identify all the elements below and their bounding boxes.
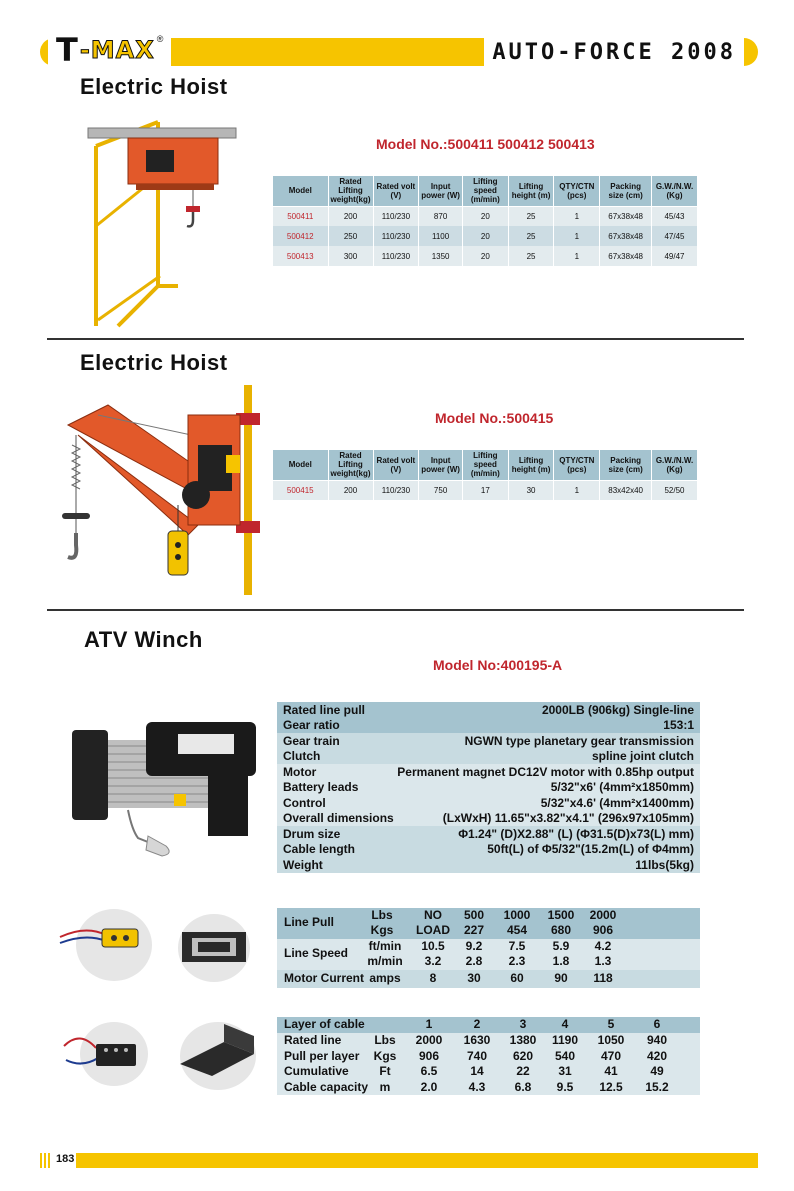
spec-row [277, 842, 700, 858]
table-row [273, 246, 698, 266]
unit-label: Kgs [373, 1048, 397, 1063]
table-cell: 680 [550, 923, 572, 937]
table-cell: 940 [646, 1033, 668, 1047]
table-cell: 1630 [463, 1033, 491, 1047]
spec-label: Battery leads [283, 780, 359, 795]
section-title-electric-hoist-2: Electric Hoist [80, 350, 228, 375]
table-cell: 25 [508, 246, 554, 266]
page-number: 183 [56, 1153, 75, 1165]
table-row [273, 480, 698, 500]
spec-label: Rated line pull [283, 702, 366, 717]
column-header: Model [273, 450, 329, 481]
spec-row [277, 718, 700, 734]
table-cell: 1190 [551, 1033, 579, 1047]
table-cell: LOAD [416, 923, 450, 937]
table-cell: 9.5 [556, 1079, 574, 1094]
spec-value: 5/32"x4.6' (4mm²x1400mm) [540, 795, 694, 810]
table-header-row [273, 450, 698, 481]
table-cell: 500 [463, 908, 485, 922]
table-cell: 67x38x48 [600, 226, 652, 246]
table-cell: 750 [419, 480, 463, 500]
contactor-image [60, 1020, 150, 1090]
electric-hoist-arm-image [48, 385, 272, 595]
table-cell: 1 [554, 226, 600, 246]
catalog-title: AUTO-FORCE 2008 [484, 38, 744, 67]
unit-label: amps [369, 971, 401, 985]
spec-value: 2000LB (906kg) Single-line [541, 702, 694, 717]
table-cell: 200 [328, 480, 373, 500]
spec-value: Permanent magnet DC12V motor with 0.85hp output [397, 764, 694, 779]
table-cell: 227 [463, 923, 485, 937]
unit-label: m [379, 1079, 391, 1094]
table-cell: 110/230 [373, 206, 419, 226]
unit-label: Lbs [374, 1033, 396, 1047]
line-speed-row [277, 939, 700, 970]
table-cell: 2.8 [465, 954, 483, 968]
spec-value: NGWN type planetary gear transmission [464, 733, 694, 748]
table-cell: 20 [462, 206, 508, 226]
table-cell: 2000 [415, 1033, 443, 1047]
table-cell: 90 [554, 971, 568, 985]
unit-label: Lbs [371, 908, 393, 922]
layer-header-label: Layer of cable [284, 1017, 365, 1031]
column-header: Lifting speed (m/min) [462, 450, 508, 481]
spec-value: (LxWxH) 11.65"x3.82"x4.1" (296x97x105mm) [442, 811, 694, 826]
spec-label: Gear train [283, 733, 340, 748]
column-header: Packing size (cm) [600, 450, 652, 481]
unit-label: Ft [379, 1064, 391, 1078]
table-cell: 470 [600, 1048, 622, 1063]
spec-label: Motor [283, 764, 317, 779]
winch-performance-table [277, 908, 700, 988]
column-header: QTY/CTN (pcs) [554, 176, 600, 207]
table-cell: 15.2 [645, 1079, 669, 1094]
table-cell: 20 [462, 246, 508, 266]
table-cell: 1.3 [594, 954, 612, 968]
table-cell: 740 [466, 1048, 488, 1063]
unit-label: ft/min [368, 939, 402, 953]
brand-logo-max: -MAX [79, 36, 155, 64]
table-cell: 25 [508, 206, 554, 226]
section-title-electric-hoist-1: Electric Hoist [80, 74, 228, 99]
model-cell: 500413 [273, 246, 329, 266]
layer-number: 2 [473, 1017, 481, 1031]
spec-label: Drum size [283, 826, 341, 841]
table-cell: 110/230 [373, 246, 419, 266]
table-cell: 906 [418, 1048, 440, 1063]
model-cell: 500415 [273, 480, 329, 500]
table-cell: 8 [429, 971, 437, 985]
spec-row [277, 811, 700, 827]
winch-cable-layer-table [277, 1017, 700, 1095]
model-cell: 500411 [273, 206, 329, 226]
spec-value: 153:1 [663, 718, 694, 733]
spec-value: 5/32"x6' (4mm²x1850mm) [550, 780, 694, 795]
column-header: Packing size (cm) [600, 176, 652, 207]
table-cell: NO [424, 908, 442, 922]
table-cell: 2000 [589, 908, 617, 922]
table-cell: 5.9 [552, 939, 570, 953]
brand-logo-registered: ® [156, 34, 164, 44]
table-row [273, 206, 698, 226]
section-title-atv-winch: ATV Winch [84, 627, 203, 652]
remote-control-image [56, 905, 152, 985]
layer-header-row [277, 1017, 700, 1033]
section2-spec-table [272, 449, 698, 500]
footer-bar [76, 1153, 758, 1168]
unit-label: m/min [367, 954, 403, 968]
column-header: Input power (W) [419, 176, 463, 207]
spec-value: 50ft(L) of Φ5/32"(15.2m(L) of Φ4mm) [487, 842, 694, 857]
mounting-plate-image [172, 1018, 262, 1092]
table-cell: 60 [510, 971, 524, 985]
spec-row [277, 780, 700, 796]
section3-model-number: Model No:400195-A [433, 657, 563, 673]
row-label: Pull per layer [284, 1048, 360, 1063]
spec-row [277, 826, 700, 842]
atv-winch-image [66, 710, 266, 860]
column-header: G.W./N.W. (Kg) [652, 450, 698, 481]
table-cell: 67x38x48 [600, 246, 652, 266]
spec-row [277, 702, 700, 718]
table-cell: 1000 [503, 908, 531, 922]
row-label: Rated line [284, 1033, 342, 1047]
section2-model-number: Model No.:500415 [435, 410, 554, 426]
unit-label: Kgs [370, 923, 394, 937]
table-row [277, 1033, 700, 1049]
table-cell: 47/45 [652, 226, 698, 246]
row-label: Cumulative [284, 1064, 349, 1078]
table-cell: 1500 [547, 908, 575, 922]
section-divider [47, 338, 744, 340]
layer-number: 6 [653, 1017, 661, 1031]
table-cell: 1380 [509, 1033, 537, 1047]
table-cell: 2.3 [508, 954, 526, 968]
table-cell: 83x42x40 [600, 480, 652, 500]
table-cell: 30 [467, 971, 481, 985]
table-cell: 4.2 [594, 939, 612, 953]
spec-label: Clutch [283, 749, 321, 764]
layer-number: 4 [561, 1017, 569, 1031]
table-cell: 620 [512, 1048, 534, 1063]
table-row [273, 226, 698, 246]
column-header: Lifting height (m) [508, 176, 554, 207]
column-header: Rated Lifting weight(kg) [328, 176, 373, 207]
row-label: Cable capacity [284, 1079, 369, 1094]
table-cell: 3.2 [424, 954, 442, 968]
spec-label: Overall dimensions [283, 811, 394, 826]
table-cell: 1 [554, 246, 600, 266]
table-cell: 906 [592, 923, 614, 937]
spec-row [277, 733, 700, 749]
model-cell: 500412 [273, 226, 329, 246]
table-cell: 10.5 [421, 939, 445, 953]
spec-value: spline joint clutch [591, 749, 694, 764]
table-cell: 454 [506, 923, 528, 937]
spec-row [277, 795, 700, 811]
brand-logo [48, 30, 171, 70]
table-cell: 118 [593, 971, 613, 985]
table-cell: 49/47 [652, 246, 698, 266]
table-cell: 7.5 [508, 939, 526, 953]
column-header: Rated volt (V) [373, 176, 419, 207]
table-cell: 110/230 [373, 480, 419, 500]
table-header-row [273, 176, 698, 207]
winch-spec-table [277, 702, 700, 873]
column-header: Input power (W) [419, 450, 463, 481]
table-cell: 22 [516, 1064, 530, 1078]
line-pull-label: Line Pull [284, 915, 335, 929]
table-cell: 2.0 [420, 1079, 438, 1094]
table-cell: 1100 [419, 226, 463, 246]
electric-hoist-frame-image [78, 116, 238, 328]
column-header: Rated volt (V) [373, 450, 419, 481]
table-cell: 12.5 [599, 1079, 623, 1094]
table-cell: 41 [604, 1064, 618, 1078]
table-cell: 1050 [597, 1033, 625, 1047]
table-cell: 540 [554, 1048, 576, 1063]
table-cell: 1 [554, 206, 600, 226]
spec-row [277, 857, 700, 873]
table-cell: 4.3 [468, 1079, 486, 1094]
column-header: G.W./N.W. (Kg) [652, 176, 698, 207]
spec-label: Cable length [283, 842, 356, 857]
column-header: Rated Lifting weight(kg) [328, 450, 373, 481]
table-cell: 6.8 [514, 1079, 532, 1094]
table-cell: 52/50 [652, 480, 698, 500]
table-cell: 200 [328, 206, 373, 226]
spec-value: 11lbs(5kg) [635, 857, 694, 872]
table-cell: 25 [508, 226, 554, 246]
spec-label: Control [283, 795, 326, 810]
table-row [277, 1080, 700, 1096]
spec-row [277, 749, 700, 765]
table-cell: 6.5 [420, 1064, 438, 1078]
table-cell: 31 [558, 1064, 572, 1078]
column-header: Lifting speed (m/min) [462, 176, 508, 207]
table-cell: 49 [650, 1064, 664, 1078]
table-cell: 9.2 [465, 939, 483, 953]
line-speed-label: Line Speed [284, 946, 349, 960]
column-header: Model [273, 176, 329, 207]
brand-logo-t: T [56, 31, 78, 69]
table-cell: 870 [419, 206, 463, 226]
table-cell: 67x38x48 [600, 206, 652, 226]
table-row [277, 1049, 700, 1065]
table-cell: 20 [462, 226, 508, 246]
layer-number: 1 [425, 1017, 433, 1031]
line-pull-row [277, 908, 700, 939]
spec-value: Φ1.24" (D)X2.88" (L) (Φ31.5(D)x73(L) mm) [458, 826, 694, 841]
table-cell: 250 [328, 226, 373, 246]
table-cell: 1350 [419, 246, 463, 266]
header-banner [40, 30, 758, 70]
table-cell: 45/43 [652, 206, 698, 226]
table-cell: 300 [328, 246, 373, 266]
table-cell: 1.8 [552, 954, 570, 968]
layer-number: 3 [519, 1017, 527, 1031]
table-cell: 30 [508, 480, 554, 500]
table-cell: 1 [554, 480, 600, 500]
page-footer [40, 1150, 758, 1170]
section-divider [47, 609, 744, 611]
column-header: Lifting height (m) [508, 450, 554, 481]
fairlead-image [170, 910, 256, 986]
section1-model-number: Model No.:500411 500412 500413 [376, 136, 595, 152]
table-row [277, 1064, 700, 1080]
table-cell: 17 [462, 480, 508, 500]
table-cell: 14 [470, 1064, 484, 1078]
motor-current-row [277, 970, 700, 988]
layer-number: 5 [607, 1017, 615, 1031]
table-cell: 110/230 [373, 226, 419, 246]
table-cell: 420 [646, 1048, 668, 1063]
spec-label: Weight [283, 857, 323, 872]
motor-current-label: Motor Current [284, 971, 364, 985]
column-header: QTY/CTN (pcs) [554, 450, 600, 481]
spec-label: Gear ratio [283, 718, 340, 733]
section1-spec-table [272, 175, 698, 266]
spec-row [277, 764, 700, 780]
